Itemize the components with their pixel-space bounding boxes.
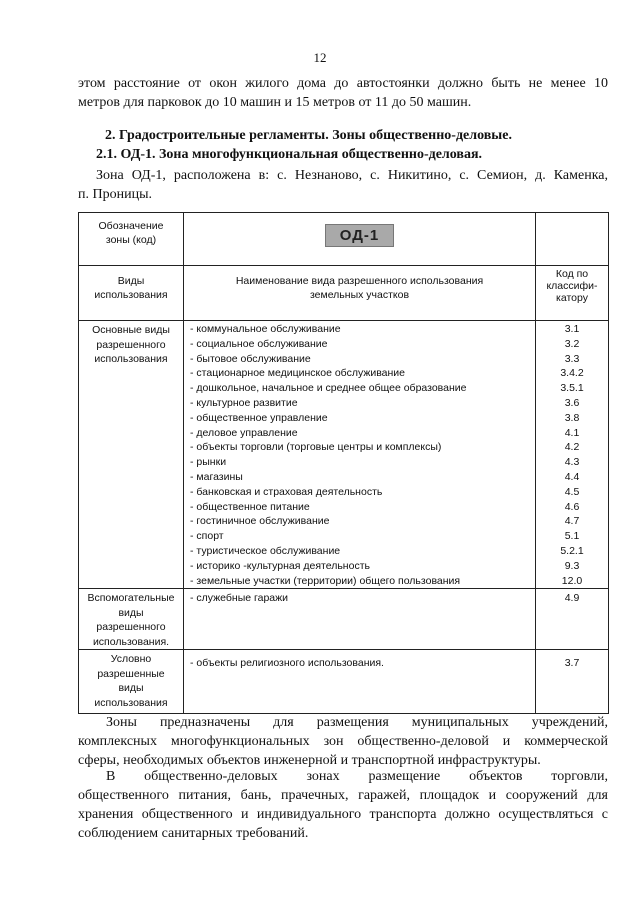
list-item: - культурное развитие <box>190 396 298 409</box>
auxiliary-uses-codes <box>536 589 609 650</box>
header-usage-types: Виды использования <box>79 266 184 321</box>
list-item: - банковская и страховая деятельность <box>190 485 383 498</box>
text-line: хранения общественного и индивидуального транспорта должно осуществляться с <box>78 807 608 822</box>
classifier-code: 4.1 <box>564 426 580 439</box>
conditional-uses-row <box>79 650 609 714</box>
classifier-code: 4.7 <box>564 515 580 528</box>
page-number: 12 <box>313 50 327 65</box>
auxiliary-uses-list <box>184 589 536 650</box>
list-item: - историко -культурная деятельность <box>190 559 370 572</box>
list-item: - общественное питание <box>190 500 310 513</box>
text-line: Зоны предназначены для размещения муниципальных учреждений, <box>106 715 608 730</box>
list-item: - служебные гаражи <box>190 592 289 605</box>
classifier-code: 5.1 <box>564 530 580 543</box>
text-line: Зона ОД-1, расположена в: с. Незнаново, с. Никитино, с. Семион, д. Каменка, <box>96 168 608 183</box>
list-item: - стационарное медицинское обслуживание <box>190 367 406 380</box>
header-row <box>79 266 609 321</box>
zone-location-paragraph <box>78 166 608 204</box>
classifier-code: 5.2.1 <box>560 544 584 557</box>
classifier-code: 4.5 <box>564 485 580 498</box>
list-item: - деловое управление <box>190 426 298 439</box>
zone-purpose-paragraph <box>78 713 608 770</box>
section-heading: 2. Градостроительные регламенты. Зоны общественно-деловые. <box>105 128 512 143</box>
text-line: комплексных многофункциональных зон общественно-деловой и коммерческой <box>78 734 608 749</box>
list-item: - общественное управление <box>190 411 328 424</box>
paragraph-continuation <box>78 74 608 112</box>
classifier-code: 4.6 <box>564 500 580 513</box>
classifier-code: 4.4 <box>564 470 580 483</box>
list-item: - бытовое обслуживание <box>190 352 311 365</box>
list-item: - рынки <box>190 456 227 469</box>
header-usage-name: Наименование вида разрешенного использования земельных участков <box>184 266 536 321</box>
zone-code-cell <box>184 213 536 266</box>
conditional-uses-list <box>184 650 536 714</box>
text-line: общественного питания, бань, прачечных, гаражей, площадок и сооружений для <box>78 788 608 803</box>
main-uses-codes <box>536 321 609 589</box>
placement-requirements-paragraph <box>78 767 608 843</box>
zone-code-badge: ОД-1 <box>325 224 395 247</box>
text-line: соблюдением санитарных требований. <box>78 826 309 841</box>
classifier-code: 3.3 <box>564 352 580 365</box>
conditional-uses-label: Условно разрешенные виды использования <box>79 650 184 714</box>
classifier-code: 3.2 <box>564 337 580 350</box>
subsection-heading <box>96 147 482 163</box>
text-line: п. Проницы. <box>78 187 152 202</box>
text-line: сферы, необходимых объектов инженерной и транспортной инфраструктуры. <box>78 753 541 768</box>
text-line: этом расстояние от окон жилого дома до автостоянки должно быть не менее 10 <box>78 76 608 91</box>
list-item: - земельные участки (территории) общего пользования <box>190 574 461 587</box>
conditional-uses-codes <box>536 650 609 714</box>
list-item: - коммунальное обслуживание <box>190 323 341 335</box>
zone-code-label: Обозначение зоны (код) <box>79 213 184 266</box>
list-item: - магазины <box>190 470 243 483</box>
main-uses-row <box>79 321 609 589</box>
zone-regulations-table <box>78 212 609 714</box>
classifier-code: 3.7 <box>564 657 580 670</box>
zone-code-row <box>79 213 609 266</box>
auxiliary-uses-row <box>79 589 609 650</box>
classifier-code: 4.9 <box>564 592 580 605</box>
classifier-code: 12.0 <box>561 574 583 587</box>
text-line: В общественно-деловых зонах размещение объектов торговли, <box>106 769 608 784</box>
classifier-code: 3.4.2 <box>560 367 584 380</box>
empty-cell <box>536 213 609 266</box>
list-item: - спорт <box>190 530 224 543</box>
main-uses-list <box>184 321 536 589</box>
classifier-code: 3.5.1 <box>560 382 584 395</box>
list-item: - социальное обслуживание <box>190 337 328 350</box>
auxiliary-uses-label: Вспомогательные виды разрешенного использования. <box>79 589 184 650</box>
list-item: - гостиничное обслуживание <box>190 515 330 528</box>
text-line: метров для парковок до 10 машин и 15 метров от 11 до 50 машин. <box>78 95 472 110</box>
list-item: - объекты религиозного использования. <box>190 657 384 670</box>
subsection-title: Зона многофункциональная общественно-деловая. <box>159 147 483 162</box>
list-item: - дошкольное, начальное и среднее общее образование <box>190 382 467 395</box>
classifier-code: 4.2 <box>564 441 580 454</box>
classifier-code: 9.3 <box>564 559 580 572</box>
list-item: - туристическое обслуживание <box>190 544 341 557</box>
classifier-code: 4.3 <box>564 456 580 469</box>
classifier-code: 3.6 <box>564 396 580 409</box>
classifier-code: 3.1 <box>564 323 580 335</box>
header-classifier-code: Код по классифи- катору <box>536 266 609 321</box>
main-uses-label: Основные виды разрешенного использования <box>79 321 184 589</box>
subsection-code: 2.1. ОД-1. <box>96 147 156 162</box>
list-item: - объекты торговли (торговые центры и комплексы) <box>190 441 442 454</box>
classifier-code: 3.8 <box>564 411 580 424</box>
